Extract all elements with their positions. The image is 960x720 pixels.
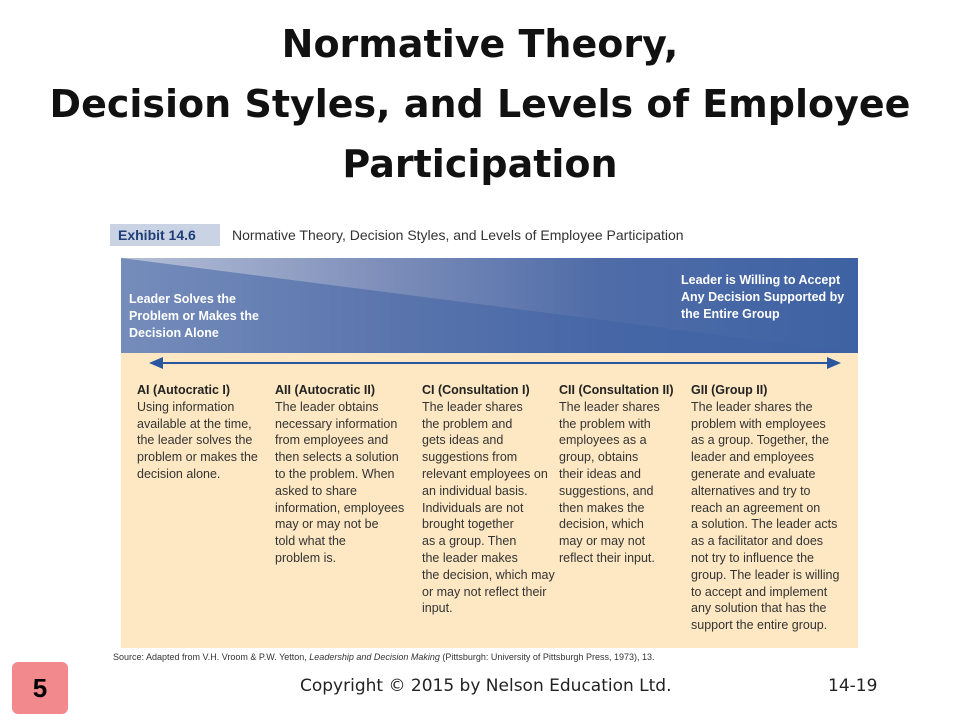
style-line: suggestions, and — [559, 483, 654, 498]
style-line: to accept and implement — [691, 584, 828, 599]
style-heading: AII (Autocratic II) — [275, 383, 376, 397]
style-line: group, obtains — [559, 450, 639, 465]
style-line: brought together — [422, 517, 514, 532]
style-line: any solution that has the — [691, 601, 827, 616]
copyright-footer: Copyright © 2015 by Nelson Education Ltd. — [300, 676, 672, 696]
style-line: problem is. — [275, 550, 337, 565]
banner-right-label: Leader is Willing to Accept Any Decision Supported by the Entire Group — [681, 273, 845, 321]
participation-banner — [121, 258, 858, 353]
style-line: told what the — [275, 534, 346, 549]
style-line: decision, which — [559, 517, 644, 532]
style-line: group. The leader is willing — [691, 567, 840, 582]
source-citation — [113, 652, 654, 662]
style-line: The leader shares — [422, 399, 523, 414]
style-column-aii — [275, 382, 420, 567]
style-line: then makes the — [559, 500, 645, 515]
style-line: Individuals are not — [422, 500, 524, 515]
style-line: information, employees — [275, 500, 405, 515]
style-line: the decision, which may — [422, 567, 555, 582]
style-line: decision alone. — [137, 466, 221, 481]
style-line: Using information — [137, 399, 235, 414]
exhibit-caption: Normative Theory, Decision Styles, and Levels of Employee Participation — [232, 227, 684, 243]
banner-left-label: Leader Solves the Problem or Makes the Decision Alone — [129, 292, 259, 340]
style-line: may or may not be — [275, 517, 379, 532]
style-line: input. — [422, 601, 453, 616]
style-line: employees as a — [559, 433, 647, 448]
title-line-2: Decision Styles, and Levels of Employee — [49, 82, 911, 126]
style-line: support the entire group. — [691, 618, 828, 633]
style-line: the problem and — [422, 416, 513, 431]
style-line: a solution. The leader acts — [691, 517, 838, 532]
style-line: suggestions from — [422, 450, 518, 465]
style-line: reflect their input. — [559, 550, 655, 565]
style-line: from employees and — [275, 433, 389, 448]
style-line: gets ideas and — [422, 433, 504, 448]
source-prefix: Source: Adapted from V.H. Vroom & P.W. Yetton, — [113, 652, 310, 662]
style-heading: GII (Group II) — [691, 383, 768, 397]
slide-title — [0, 14, 960, 194]
style-line: the problem with — [559, 416, 651, 431]
title-line-3: Participation — [342, 142, 618, 186]
style-line: asked to share — [275, 483, 357, 498]
style-line: The leader obtains — [275, 399, 379, 414]
style-line: The leader shares — [559, 399, 660, 414]
style-line: then selects a solution — [275, 450, 399, 465]
title-line-1: Normative Theory, — [281, 22, 679, 66]
style-heading: AI (Autocratic I) — [137, 383, 231, 397]
style-line: necessary information — [275, 416, 398, 431]
style-line: leader and employees — [691, 450, 814, 465]
style-line: generate and evaluate — [691, 466, 816, 481]
style-line: as a group. Then — [422, 534, 517, 549]
style-line: their ideas and — [559, 466, 642, 481]
double-arrow-icon — [149, 356, 841, 370]
style-line: as a facilitator and does — [691, 534, 824, 549]
style-line: reach an agreement on — [691, 500, 821, 515]
style-line: as a group. Together, the — [691, 433, 830, 448]
style-line: may or may not — [559, 534, 646, 549]
style-line: problem with employees — [691, 416, 826, 431]
style-heading: CI (Consultation I) — [422, 383, 530, 397]
style-line: the leader solves the — [137, 433, 253, 448]
style-heading: CII (Consultation II) — [559, 383, 674, 397]
style-line: an individual basis. — [422, 483, 528, 498]
style-line: available at the time, — [137, 416, 252, 431]
style-column-gii — [691, 382, 856, 634]
style-line: to the problem. When — [275, 466, 395, 481]
style-column-ci — [422, 382, 557, 617]
style-line: alternatives and try to — [691, 483, 811, 498]
style-line: The leader shares the — [691, 399, 813, 414]
style-line: problem or makes the — [137, 450, 258, 465]
page-number: 14-19 — [828, 676, 878, 696]
style-column-ai — [137, 382, 272, 483]
source-suffix: (Pittsburgh: University of Pittsburgh Press, 1973), 13. — [439, 652, 655, 662]
style-line: not try to influence the — [691, 550, 814, 565]
source-book-title: Leadership and Decision Making — [309, 652, 440, 662]
exhibit-figure — [121, 258, 858, 648]
style-line: or may not reflect their — [422, 584, 547, 599]
chapter-badge: 5 — [12, 662, 68, 714]
style-line: relevant employees on — [422, 466, 548, 481]
style-line: the leader makes — [422, 550, 518, 565]
exhibit-label: Exhibit 14.6 — [110, 224, 220, 246]
style-column-cii — [559, 382, 689, 567]
